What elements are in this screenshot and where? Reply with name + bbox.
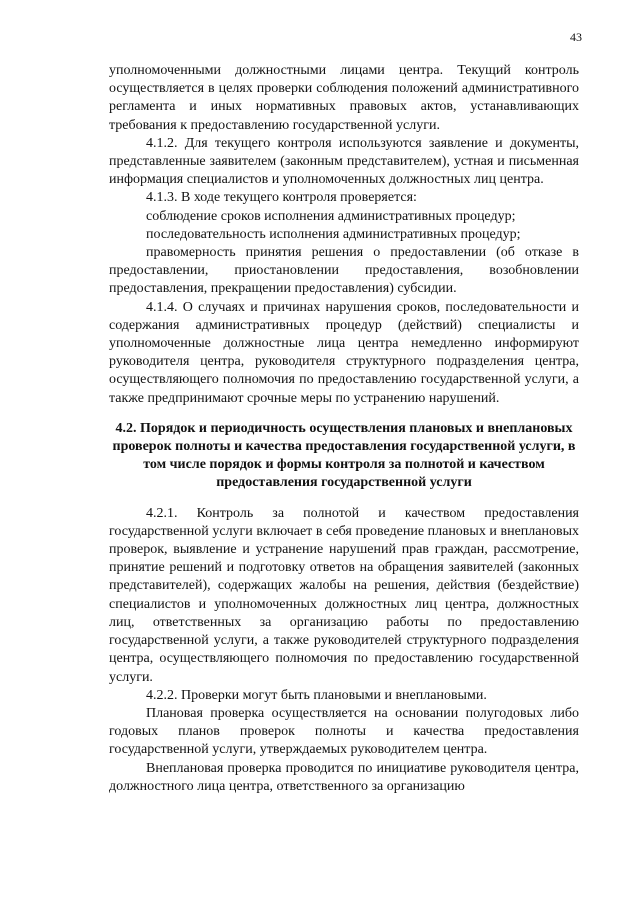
paragraph: Плановая проверка осуществляется на основании полугодовых либо годовых планов проверок полноты и качества предоставления государственной услуги, утверждаемых руководителем центра. xyxy=(109,705,579,758)
paragraphs-before xyxy=(109,62,579,408)
document-body xyxy=(109,62,579,796)
paragraph: 4.2.1. Контроль за полнотой и качеством предоставления государственной услуги включает в себя проведение плановых и внеплановых проверок, выявление и устранение нарушений прав граждан, рассмотрение, принятие решений и подготовку ответов на обращения заявителей (законных представителей), содержащих жалобы на решения, действия (бездействие) специалистов и уполномоченных должностных лиц центра, должностных лиц, ответственных за организацию работы по предоставлению государственной услуги, а также руководителей структурного подразделения центра, осуществляющего полномочия по предоставлению государственной услуги. xyxy=(109,505,579,685)
paragraph: 4.1.2. Для текущего контроля используются заявление и документы, представленные заявителем (законным представителем), устная и письменная информация специалистов и уполномоченных должностных лиц центра. xyxy=(109,135,579,188)
paragraph: Внеплановая проверка проводится по инициативе руководителя центра, должностного лица центра, ответственного за организацию xyxy=(109,760,579,794)
paragraph: правомерность принятия решения о предоставлении (об отказе в предоставлении, приостановлении предоставления, возобновлении предоставления, прекращении предоставления) субсидии. xyxy=(109,245,579,297)
page-number: 43 xyxy=(570,30,582,44)
paragraph: 4.1.3. В ходе текущего контроля проверяется: xyxy=(146,190,417,206)
paragraph: соблюдение сроков исполнения административных процедур; xyxy=(146,208,516,224)
paragraph: 4.1.4. О случаях и причинах нарушения сроков, последовательности и содержания административных процедур (действий) специалисты и уполномоченные должностные лица центра немедленно информируют руководителя центра, руководителя структурного подразделения центра, осуществляющего полномочия по предоставлению государственной услуги, а также предпринимают срочные меры по устранению нарушений. xyxy=(109,299,579,406)
section-heading: 4.2. Порядок и периодичность осуществления плановых и внеплановых проверок полноты и качества предоставления государственной услуги, в том числе порядок и формы контроля за полнотой и качеством предоставления государственной услуги xyxy=(112,420,576,491)
paragraph: уполномоченными должностными лицами центра. Текущий контроль осуществляется в целях проверки соблюдения положений административного регламента и иных нормативных правовых актов, устанавливающих требования к предоставлению государственной услуги. xyxy=(109,63,579,133)
paragraph: 4.2.2. Проверки могут быть плановыми и внеплановыми. xyxy=(146,687,487,703)
paragraphs-after xyxy=(109,505,579,796)
paragraph: последовательность исполнения административных процедур; xyxy=(146,226,521,242)
